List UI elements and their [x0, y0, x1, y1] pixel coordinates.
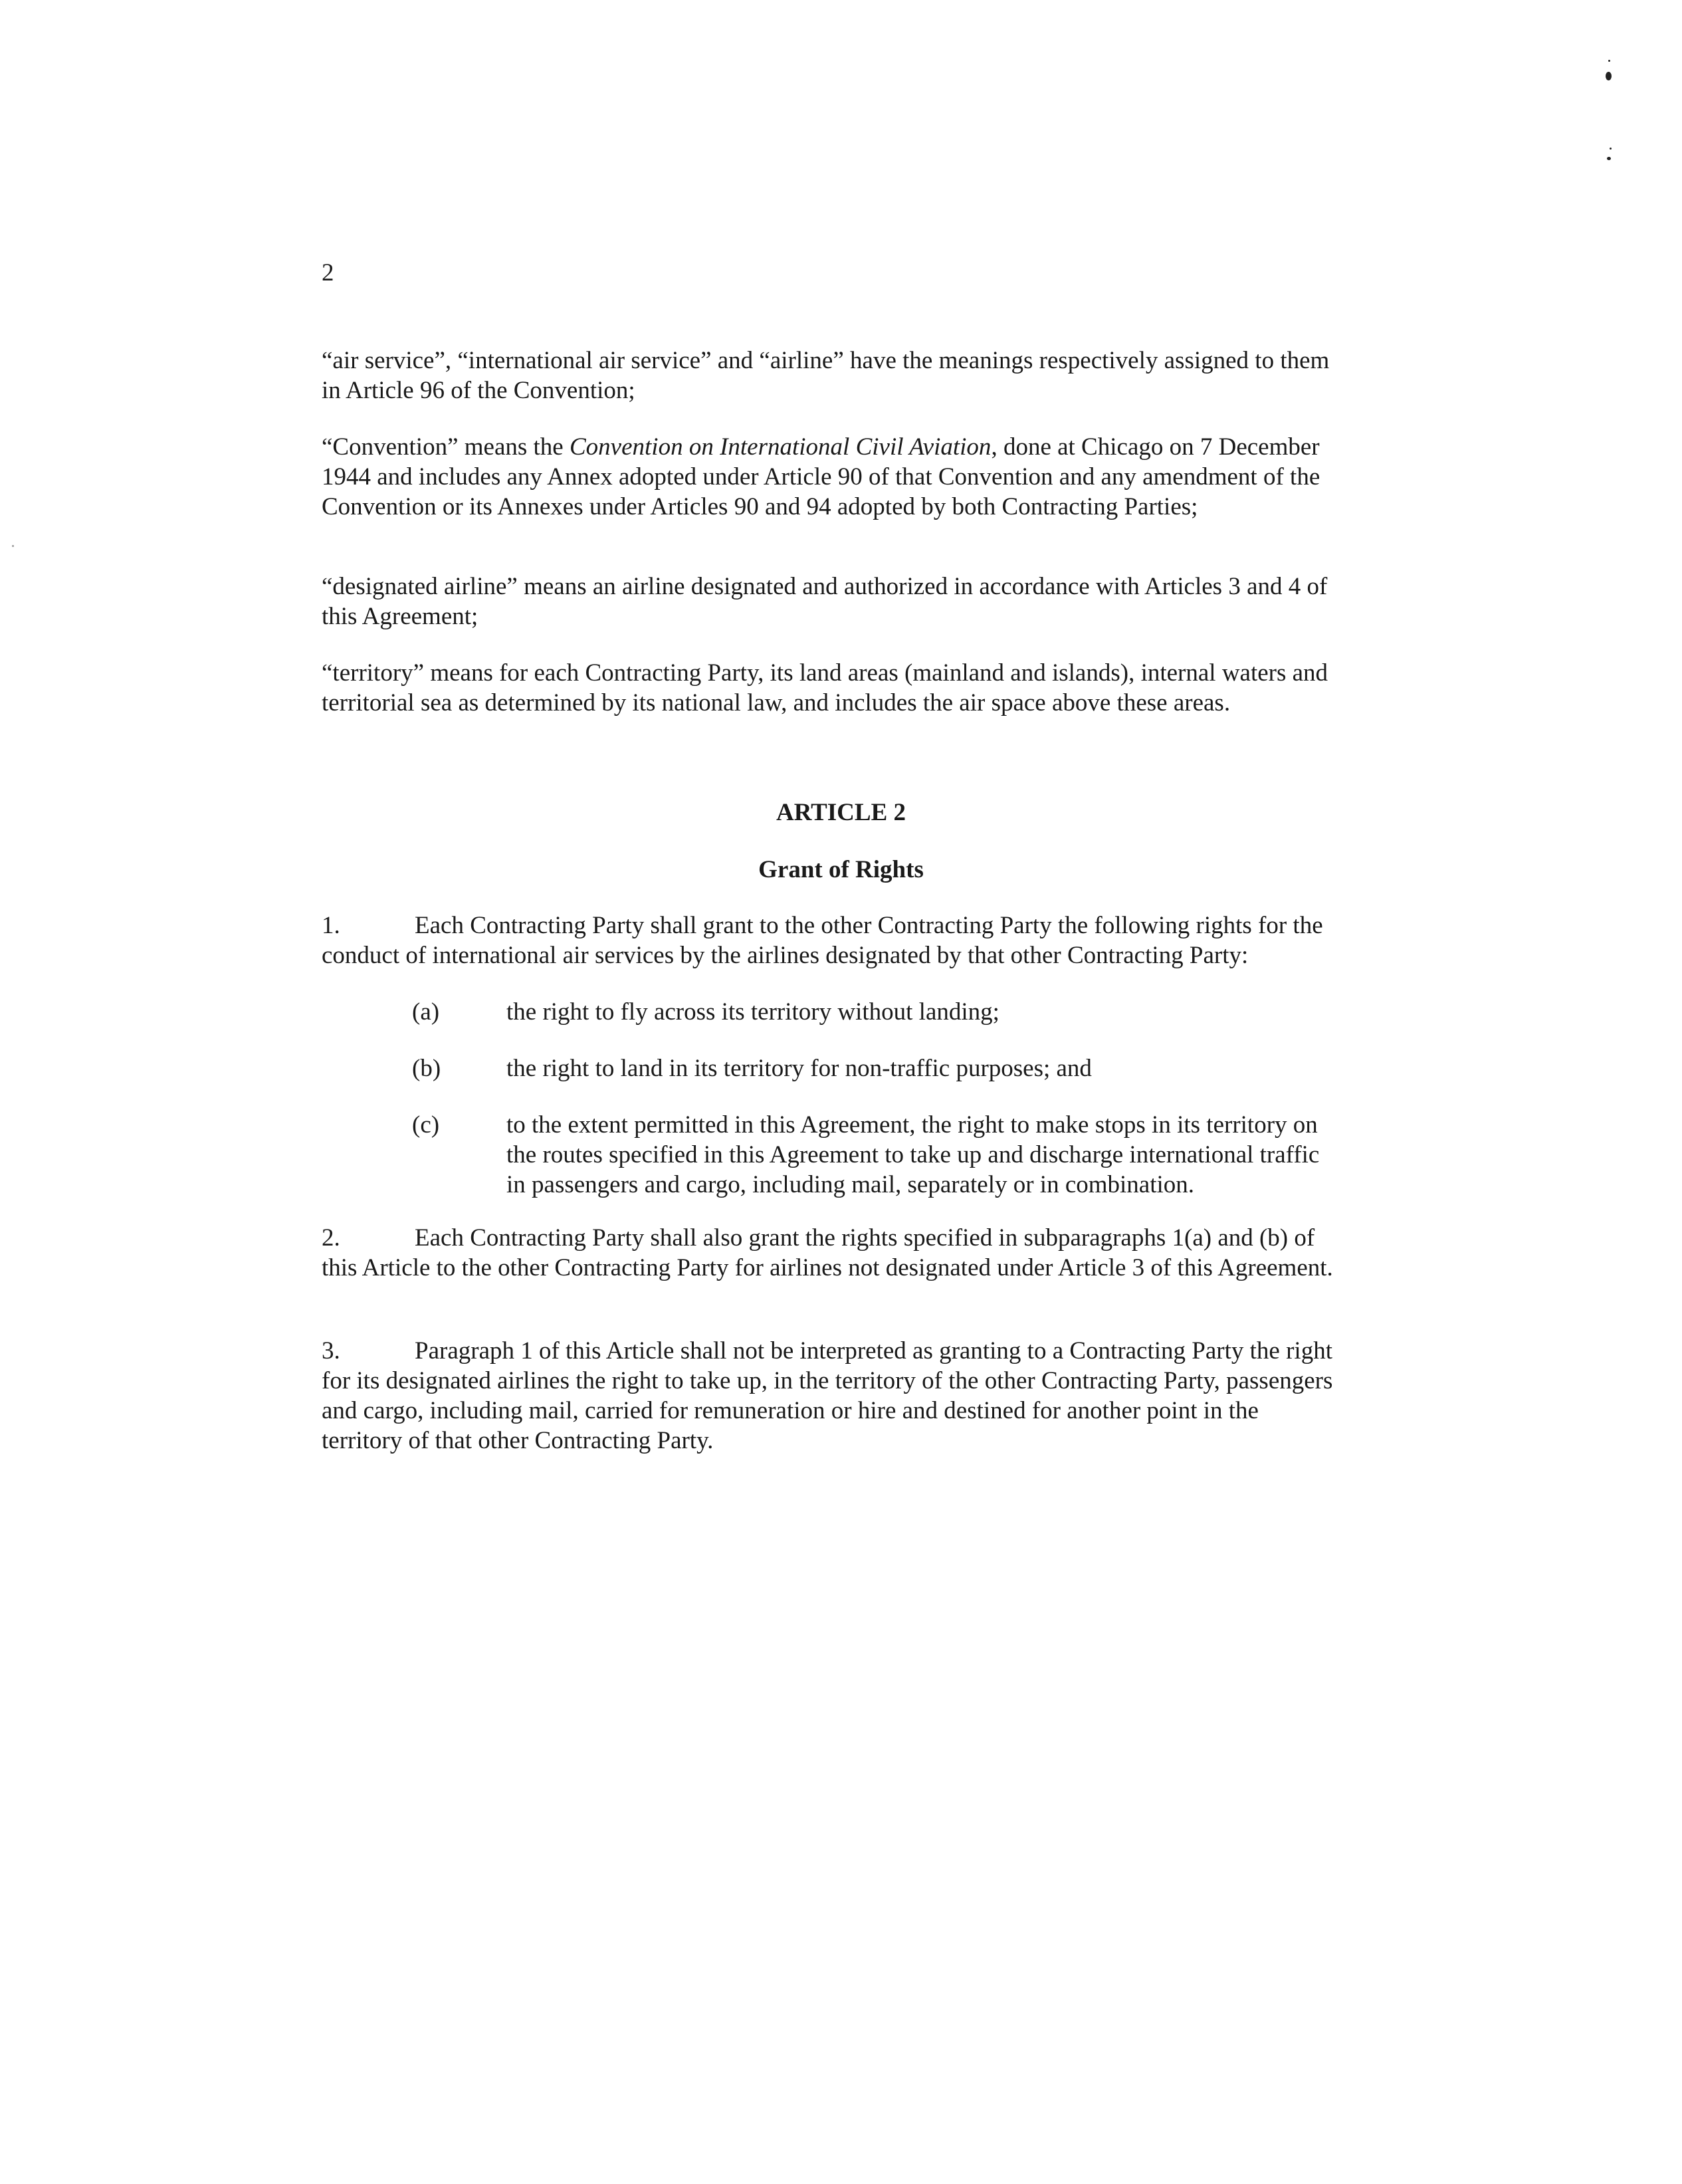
- scan-speck: [1607, 157, 1611, 160]
- scan-speck: [1610, 148, 1612, 150]
- scan-speck: [12, 545, 14, 547]
- subparagraph-a: [412, 997, 1342, 1027]
- paragraph-text: Each Contracting Party shall also grant the rights specified in subparagraphs 1(a) and (b) of this Article to the other Contracting Party for airlines not designated under Article 3 of this Agreement.: [322, 1224, 1333, 1281]
- scan-speck: [1606, 72, 1612, 80]
- definition-territory: “territory” means for each Contracting Party, its land areas (mainland and islands), internal waters and territorial sea as determined by its national law, and includes the air space above these areas.: [322, 659, 1328, 716]
- paragraph-number: 1.: [322, 912, 340, 939]
- subparagraph-b: [412, 1053, 1342, 1083]
- definition-convention: [322, 432, 1345, 522]
- subparagraph-text: the right to fly across its territory without landing;: [506, 998, 999, 1026]
- definition-convention-lead: “Convention” means the: [322, 433, 570, 461]
- subparagraph-label: (b): [412, 1055, 441, 1082]
- subparagraph-text: to the extent permitted in this Agreement, the right to make stops in its territory on the routes specified in this Agreement to take up and discharge international traffic in passengers and cargo, including mail, separately or in combination.: [506, 1111, 1320, 1198]
- subparagraph-c: [412, 1110, 1342, 1200]
- paragraph-3: [322, 1336, 1345, 1456]
- page-number: 2: [322, 259, 334, 286]
- paragraph-text: Each Contracting Party shall grant to the other Contracting Party the following rights for the conduct of international air services by the airlines designated by that other Contracting Party:: [322, 912, 1323, 969]
- subparagraph-text: the right to land in its territory for non-traffic purposes; and: [506, 1055, 1092, 1082]
- definition-air-service: “air service”, “international air service” and “airline” have the meanings respectively assigned to them in Article 96 of the Convention;: [322, 347, 1330, 404]
- definition-convention-rest: , done at Chicago on 7 December 1944 and includes any Annex adopted under Article 90 of that Convention and any amendment of the Convention or its Annexes under Articles 90 and 94 adopted by both Contracting Parties;: [322, 433, 1320, 520]
- paragraph-2: [322, 1223, 1345, 1283]
- paragraph-text: Paragraph 1 of this Article shall not be interpreted as granting to a Contracting Party the right for its designated airlines the right to take up, in the territory of the other Contracting Party, passengers and cargo, including mail, carried for remuneration or hire and destined for another point in the territory of that other Contracting Party.: [322, 1337, 1333, 1454]
- paragraph-number: 2.: [322, 1224, 340, 1252]
- article-heading: ARTICLE 2: [776, 799, 906, 826]
- paragraph-number: 3.: [322, 1337, 340, 1365]
- scan-speck: [1608, 60, 1610, 62]
- subparagraph-label: (c): [412, 1111, 440, 1139]
- definition-designated-airline: “designated airline” means an airline designated and authorized in accordance with Articles 3 and 4 of this Agreement;: [322, 573, 1328, 630]
- subparagraph-label: (a): [412, 998, 440, 1026]
- paragraph-1: [322, 911, 1345, 970]
- article-title: Grant of Rights: [758, 856, 924, 883]
- convention-title: Convention on International Civil Aviation: [569, 433, 992, 461]
